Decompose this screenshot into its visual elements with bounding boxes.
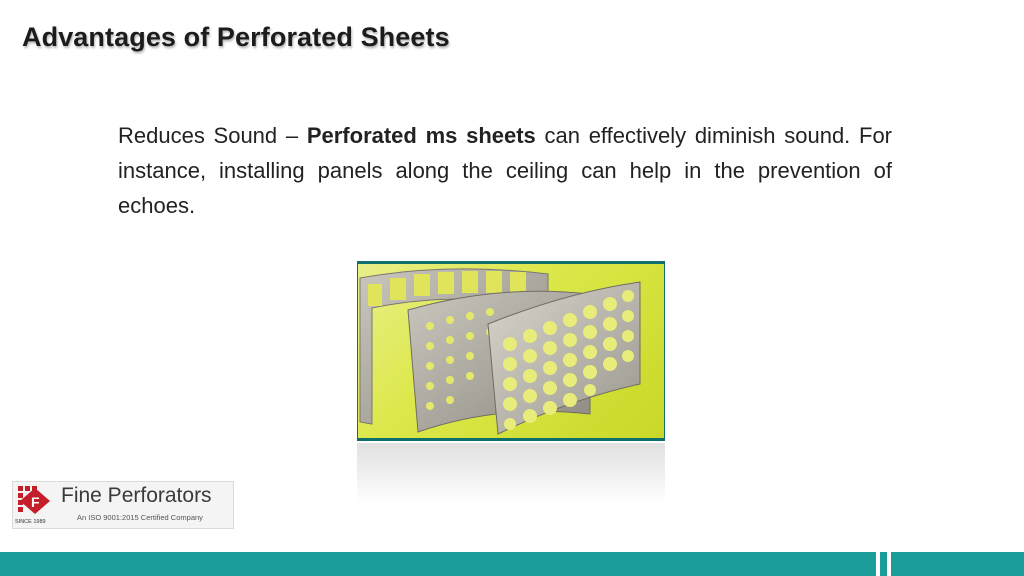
slide-title: Advantages of Perforated Sheets [22, 22, 450, 52]
svg-text:F: F [31, 494, 40, 510]
footer-divider-1 [876, 552, 880, 576]
body-rest: can effectively diminish sound. For instance, installing panels along the ceiling can help in the prevention of echoes. [118, 123, 892, 218]
perforated-panels-illustration [358, 264, 664, 438]
logo-name: Fine Perforators [61, 484, 212, 507]
body-emphasis: Perforated ms sheets [306, 123, 536, 148]
image-reflection [357, 443, 665, 505]
logo-tagline: An ISO 9001:2015 Certified Company [77, 513, 203, 522]
footer-divider-2 [887, 552, 891, 576]
logo-since: SINCE 1989 [15, 519, 46, 525]
perforated-panels-photo [357, 261, 665, 441]
body-lead: Reduces Sound – [118, 123, 307, 148]
company-logo [12, 481, 234, 529]
footer-accent-bar [0, 552, 1024, 576]
body-paragraph [118, 118, 892, 223]
fine-perforators-logo-icon [16, 484, 54, 518]
perforated-panels-image [357, 261, 667, 506]
